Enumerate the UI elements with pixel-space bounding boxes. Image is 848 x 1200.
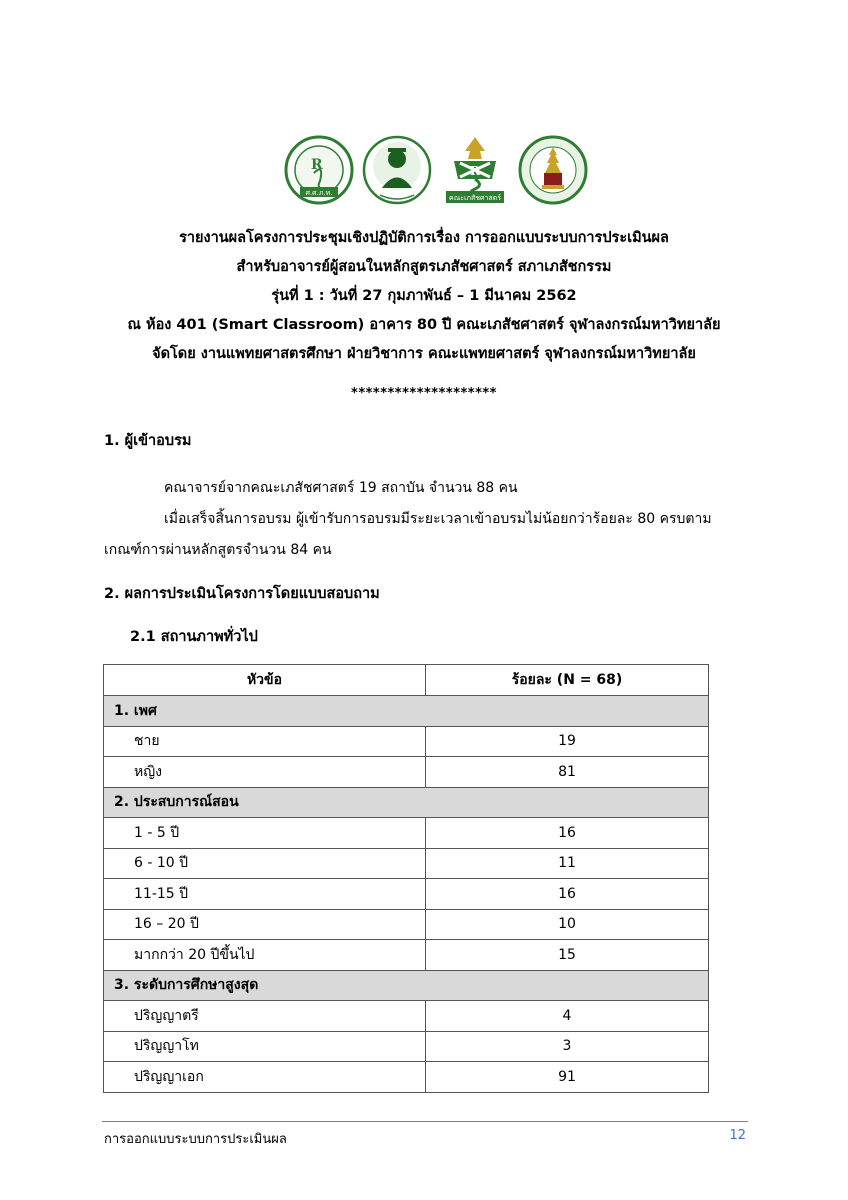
row-value: 19 [426,726,709,757]
category-education-level: 3. ระดับการศึกษาสูงสุด [104,970,709,1001]
table-row [104,818,709,849]
faculty-pharmacy-emblem-logo [440,133,510,207]
table-header-percent: ร้อยละ (N = 68) [426,665,709,696]
row-value: 11 [426,848,709,879]
table-row [104,726,709,757]
row-value: 3 [426,1031,709,1062]
footer-divider [102,1121,748,1122]
table-category-row [104,787,709,818]
table-row [104,1062,709,1093]
report-organizer: จัดโดย งานแพทยศาสตรศึกษา ฝ่ายวิชาการ คณะแพทยศาสตร์ จุฬาลงกรณ์มหาวิทยาลัย [152,346,696,362]
row-value: 10 [426,909,709,940]
report-venue: ณ ห้อง 401 (Smart Classroom) อาคาร 80 ปี คณะเภสัชศาสตร์ จุฬาลงกรณ์มหาวิทยาลัย [127,317,721,333]
emblem-label: คณะเภสัชศาสตร์ [449,194,501,202]
section1-paragraph1: คณาจารย์จากคณะเภสัชศาสตร์ 19 สถาบัน จำนวน 88 คน [164,480,518,496]
portrait-seal-logo [362,133,432,207]
section2-1-heading: 2.1 สถานภาพทั่วไป [130,629,258,645]
row-label: ชาย [104,726,426,757]
seal-abbrev: ศ.ศ.ภ.ท. [305,189,333,197]
report-title-block [60,224,788,369]
row-label: มากกว่า 20 ปีขึ้นไป [104,940,426,971]
row-value: 16 [426,879,709,910]
row-value: 15 [426,940,709,971]
table-header-row [104,665,709,696]
section1-paragraph2-line1: เมื่อเสร็จสิ้นการอบรม ผู้เข้ารับการอบรมมีระยะเวลาเข้าอบรมไม่น้อยกว่าร้อยละ 80 ครบตาม [164,511,712,527]
table-row [104,848,709,879]
footer-title: การออกแบบระบบการประเมินผล [104,1132,287,1147]
row-value: 4 [426,1001,709,1032]
row-value: 81 [426,757,709,788]
row-label: ปริญญาเอก [104,1062,426,1093]
row-label: 11-15 ปี [104,879,426,910]
table-row [104,940,709,971]
row-label: 16 – 20 ปี [104,909,426,940]
section2-heading: 2. ผลการประเมินโครงการโดยแบบสอบถาม [104,586,380,602]
report-session-date: รุ่นที่ 1 : วันที่ 27 กุมภาพันธ์ – 1 มีนาคม 2562 [271,288,577,304]
category-gender: 1. เพศ [104,696,709,727]
table-row [104,757,709,788]
row-label: ปริญญาโท [104,1031,426,1062]
faculty-medicine-chula-seal-logo [518,133,588,207]
table-row [104,909,709,940]
row-value: 16 [426,818,709,849]
pharmacy-council-seal-logo [284,133,354,207]
row-value: 91 [426,1062,709,1093]
svg-text:R: R [470,164,480,178]
logo-row [284,132,564,208]
table-header-topic: หัวข้อ [104,665,426,696]
row-label: 6 - 10 ปี [104,848,426,879]
report-title: รายงานผลโครงการประชุมเชิงปฏิบัติการเรื่อง การออกแบบระบบการประเมินผล [179,230,669,246]
report-subtitle: สำหรับอาจารย์ผู้สอนในหลักสูตรเภสัชศาสตร์ สภาเภสัชกรรม [236,259,612,275]
row-label: 1 - 5 ปี [104,818,426,849]
section1-paragraph2-line2: เกณฑ์การผ่านหลักสูตรจำนวน 84 คน [104,542,332,558]
table-category-row [104,696,709,727]
row-label: ปริญญาตรี [104,1001,426,1032]
table-row [104,1001,709,1032]
category-teaching-experience: 2. ประสบการณ์สอน [104,787,709,818]
table-row [104,1031,709,1062]
demographics-table [103,664,709,1093]
table-category-row [104,970,709,1001]
page-number: 12 [729,1128,746,1143]
section1-heading: 1. ผู้เข้าอบรม [104,433,192,449]
svg-text:R: R [311,157,323,173]
separator-stars: ******************** [351,386,497,401]
row-label: หญิง [104,757,426,788]
table-row [104,879,709,910]
